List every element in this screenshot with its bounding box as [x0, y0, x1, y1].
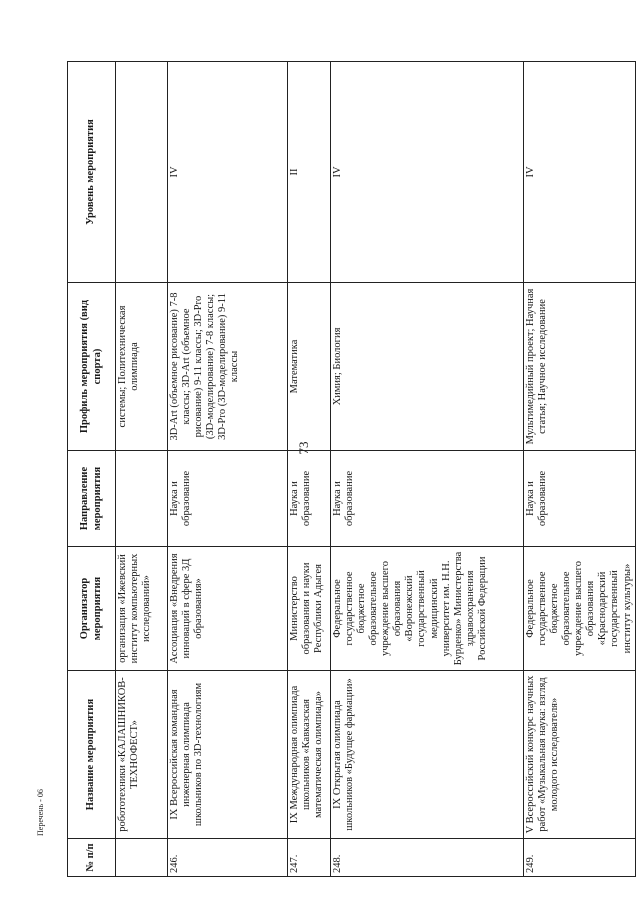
cell-level: IV: [524, 62, 636, 283]
cell-profile: Химия; Биология: [331, 283, 524, 451]
cell-organizer: Министерство образования и науки Республики Адыгея: [288, 547, 331, 671]
cell-name: IX Всероссийская командная инженерная олимпиада школьников по 3D-технологиям: [168, 671, 288, 839]
cell-organizer: Федеральное государственное бюджетное образовательное учреждение высшего образования «Воронежский государственный медицинский университет им. Н.Н. Бурденко» Министерства здравоохранения Российской Федерации: [331, 547, 524, 671]
cell-name: робототехники «КАЛАШНИКОВ-ТЕХНОФЕСТ»: [116, 671, 168, 839]
rotated-table-wrapper: [67, 62, 633, 877]
table-row: [524, 62, 636, 877]
header-level: Уровень мероприятия: [68, 62, 116, 283]
cell-num: 249.: [524, 839, 636, 877]
cell-level: [116, 62, 168, 283]
cell-direction: Наука и образование: [288, 451, 331, 547]
table-row: [168, 62, 288, 877]
cell-profile: 3D-Art (объемное рисование) 7-8 классы; 3D-Art (объемное рисование) 9-11 классы; 3D-Pro (3D-моделирование) 7-8 классы; 3D-Pro (3D-моделирование) 9-11 классы: [168, 283, 288, 451]
cell-profile: Математика: [288, 283, 331, 451]
cell-direction: [116, 451, 168, 547]
cell-name: IX Международная олимпиада школьников «Кавказская математическая олимпиада»: [288, 671, 331, 839]
header-profile: Профиль мероприятия (вид спорта): [68, 283, 116, 451]
cell-organizer: Ассоциация «Внедрения инноваций в сфере 3Д образования»: [168, 547, 288, 671]
header-num: № п/п: [68, 839, 116, 877]
cell-num: 246.: [168, 839, 288, 877]
cell-organizer: Федеральное государственное бюджетное образовательное учреждение высшего образования «Краснодарский государственный институт культуры»: [524, 547, 636, 671]
cell-direction: Наука и образование: [524, 451, 636, 547]
header-direction: Направление мероприятия: [68, 451, 116, 547]
footer-note: Перечень - 06: [36, 789, 45, 836]
cell-name: V Всероссийский конкурс научных работ «Музыкальная наука: взгляд молодого исследователя»: [524, 671, 636, 839]
cell-level: IV: [168, 62, 288, 283]
cell-num: [116, 839, 168, 877]
cell-level: II: [288, 62, 331, 283]
page-number: 73: [296, 441, 311, 455]
cell-name: IX Открытая олимпиада школьников «Будущее фармации»: [331, 671, 524, 839]
cell-direction: Наука и образование: [168, 451, 288, 547]
cell-num: 247.: [288, 839, 331, 877]
cell-profile: системы; Политехническая олимпиада: [116, 283, 168, 451]
table-row: [331, 62, 524, 877]
header-name: Название мероприятия: [68, 671, 116, 839]
header-organizer: Организатор мероприятия: [68, 547, 116, 671]
cell-profile: Мультимедийный проект; Научная статья; Научное исследование: [524, 283, 636, 451]
events-table: [67, 61, 636, 877]
cell-organizer: организация «Ижевский институт компьютерных исследований»: [116, 547, 168, 671]
table-row: [288, 62, 331, 877]
cell-level: IV: [331, 62, 524, 283]
cell-direction: Наука и образование: [331, 451, 524, 547]
table-header-row: [68, 62, 116, 877]
cell-num: 248.: [331, 839, 524, 877]
table-row: [116, 62, 168, 877]
